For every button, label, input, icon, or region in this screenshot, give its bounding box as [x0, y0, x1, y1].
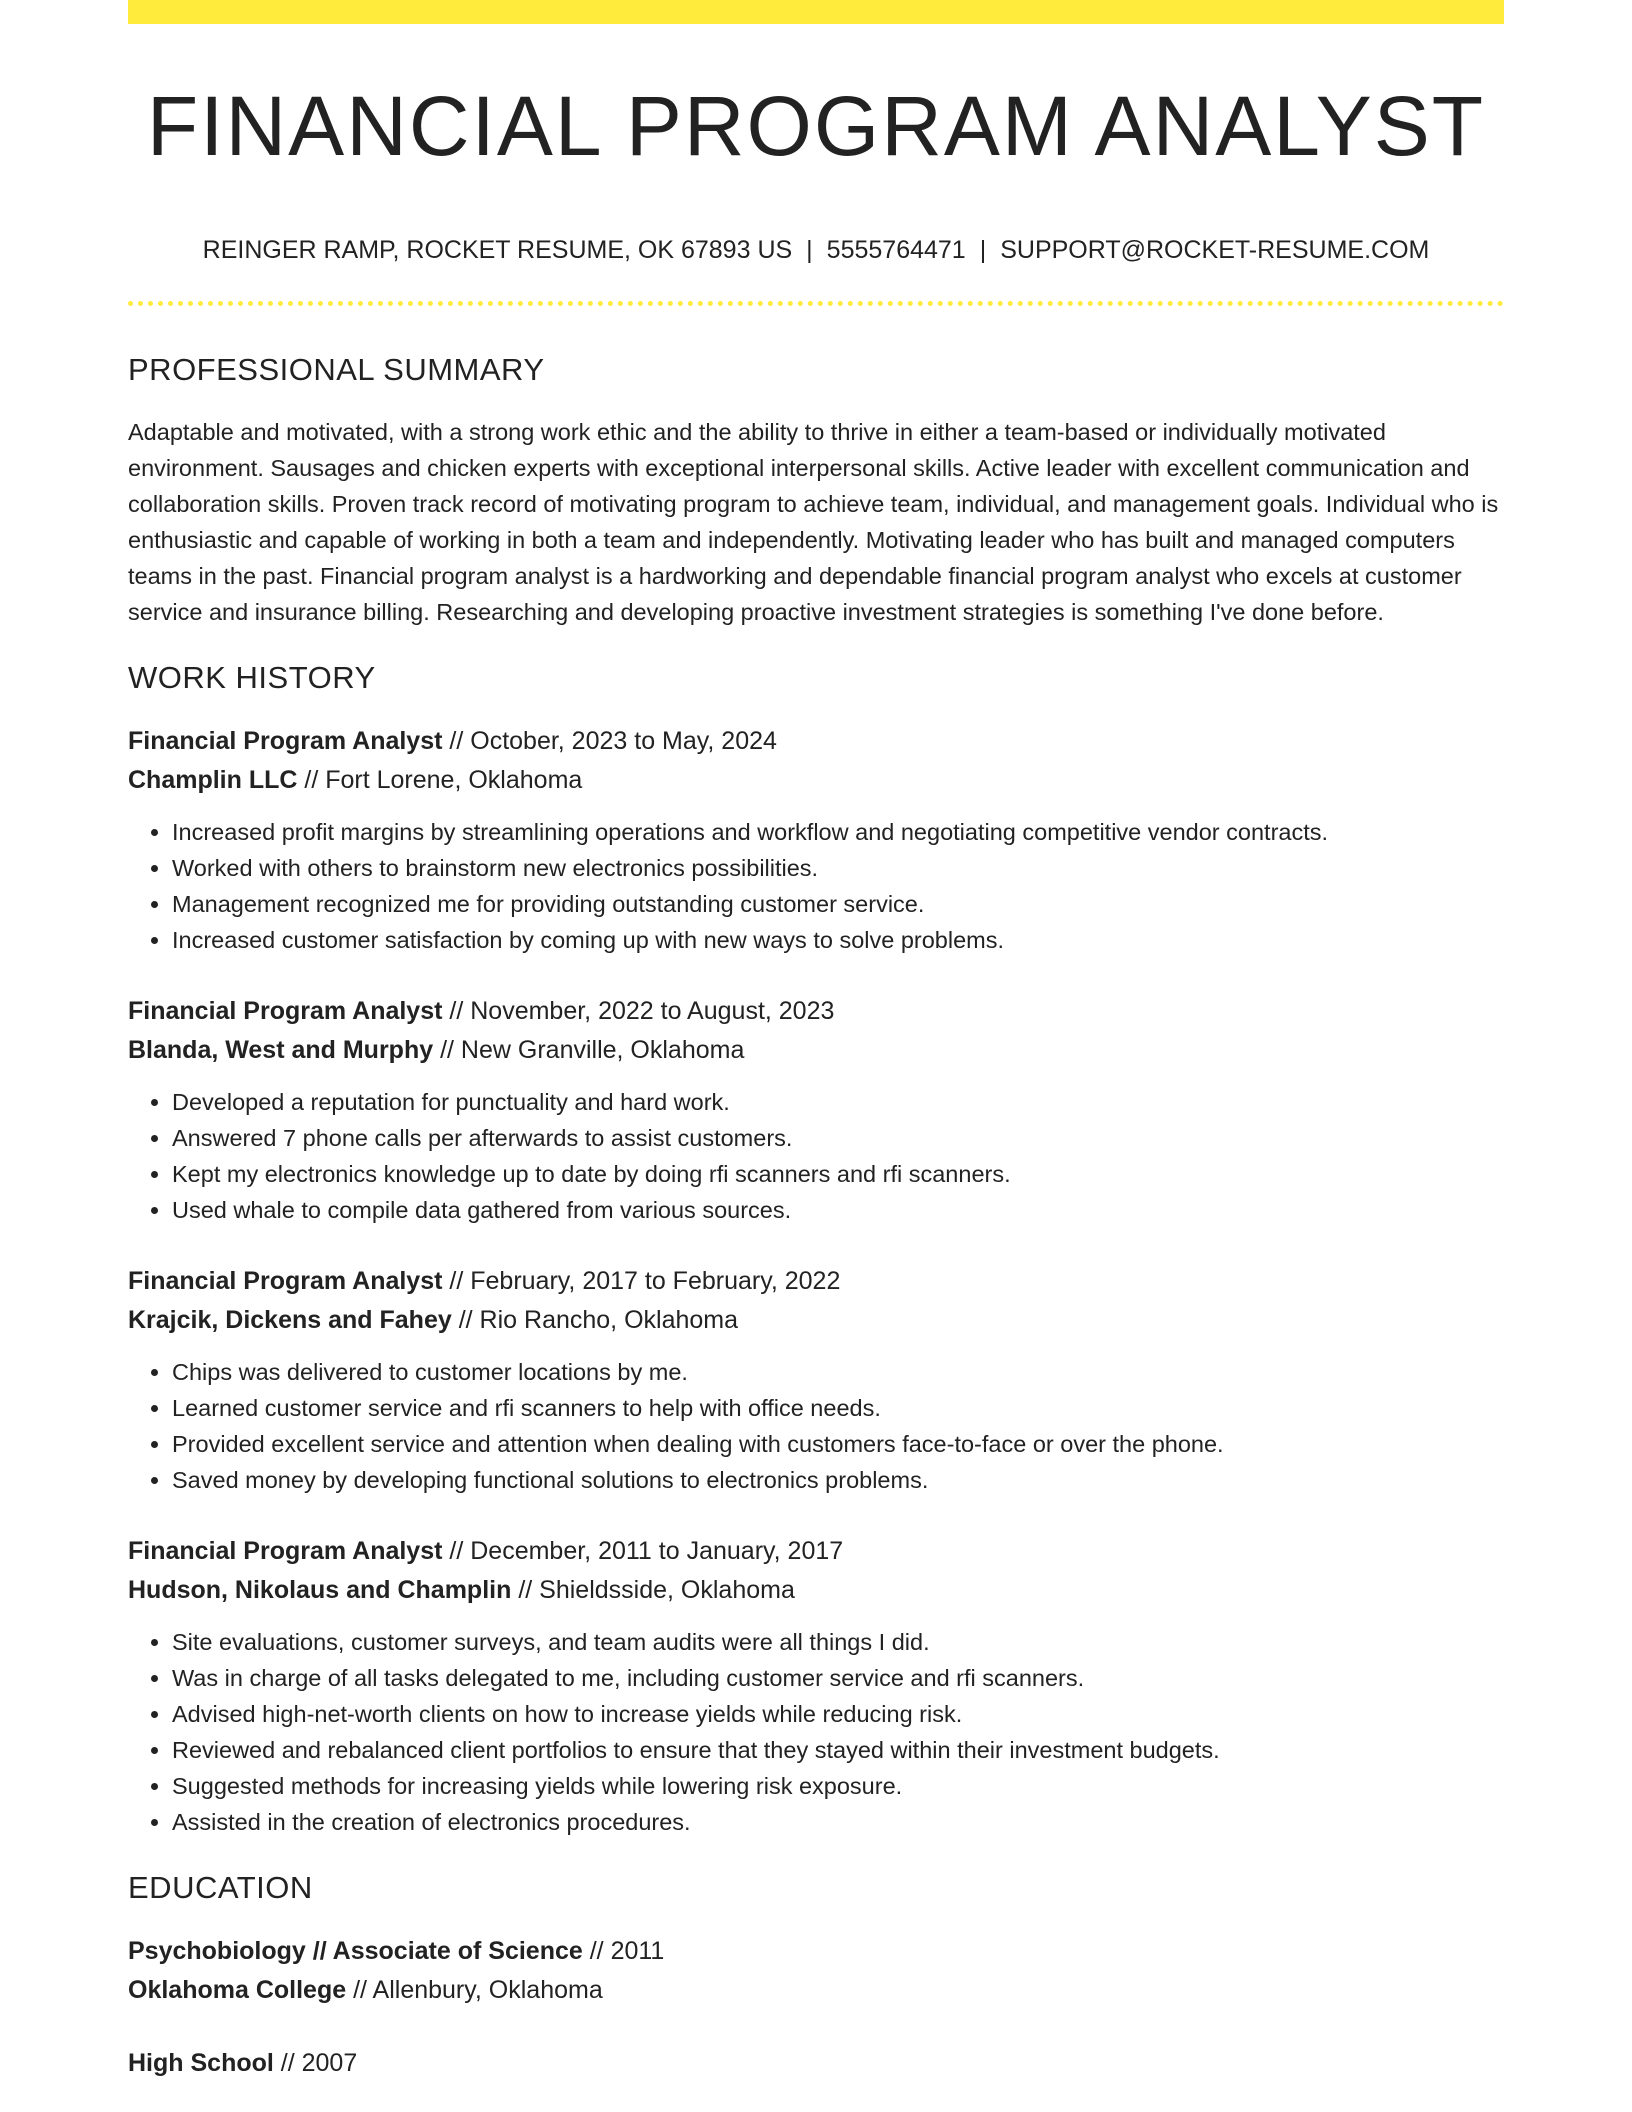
job-title-line: [128, 992, 1504, 1031]
job-bullet: • Chips was delivered to customer locations by me.: [172, 1354, 1504, 1390]
contact-line: [128, 238, 1504, 263]
job-bullet: • Advised high-net-worth clients on how to increase yields while reducing risk.: [172, 1696, 1504, 1732]
job-entry: [128, 1262, 1504, 1498]
job-title-line: [128, 1262, 1504, 1301]
job-bullet: • Assisted in the creation of electronics procedures.: [172, 1804, 1504, 1840]
resume-page: [128, 0, 1504, 2083]
job-company: Hudson, Nikolaus and Champlin: [128, 1576, 512, 1604]
job-bullets: [128, 1624, 1504, 1840]
contact-address: REINGER RAMP, ROCKET RESUME, OK 67893 US: [202, 236, 793, 264]
job-location: // Shieldsside, Oklahoma: [518, 1576, 795, 1604]
job-bullet: • Learned customer service and rfi scanners to help with office needs.: [172, 1390, 1504, 1426]
summary-text: Adaptable and motivated, with a strong work ethic and the ability to thrive in either a team-based or individually motivated environment. Sausages and chicken experts with exceptional interpersonal skills. Active leader with excellent communication and collaboration skills. Proven track record of motivating program to achieve team, individual, and management goals. Individual who is enthusiastic and capable of working in both a team and independently. Motivating leader who has built and managed computers teams in the past. Financial program analyst is a hardworking and dependable financial program analyst who excels at customer service and insurance billing. Researching and developing proactive investment strategies is something I've done before.: [128, 419, 1499, 625]
job-dates: // October, 2023 to May, 2024: [449, 727, 777, 755]
job-bullet: • Was in charge of all tasks delegated to me, including customer service and rfi scanners.: [172, 1660, 1504, 1696]
contact-phone: 5555764471: [826, 236, 966, 264]
dotted-divider: [128, 301, 1504, 306]
work-history-list: [128, 722, 1504, 1840]
work-history-heading: WORK HISTORY: [128, 660, 376, 695]
education-degree: Psychobiology // Associate of Science: [128, 1937, 583, 1965]
job-entry: [128, 992, 1504, 1228]
education-entry: [128, 1932, 1504, 2010]
job-bullet: • Saved money by developing functional solutions to electronics problems.: [172, 1462, 1504, 1498]
job-company: Blanda, West and Murphy: [128, 1036, 434, 1064]
resume-title: FINANCIAL PROGRAM ANALYST: [146, 79, 1486, 173]
job-dates: // November, 2022 to August, 2023: [449, 997, 835, 1025]
job-location: // Fort Lorene, Oklahoma: [304, 766, 583, 794]
job-entry: [128, 722, 1504, 958]
education-location: // Allenbury, Oklahoma: [353, 1976, 603, 2004]
contact-separator: |: [979, 236, 987, 264]
job-company-line: [128, 761, 1504, 800]
job-bullet: • Reviewed and rebalanced client portfolios to ensure that they stayed within their investment budgets.: [172, 1732, 1504, 1768]
education-heading: EDUCATION: [128, 1870, 313, 1905]
job-bullet: • Increased profit margins by streamlining operations and workflow and negotiating competitive vendor contracts.: [172, 814, 1504, 850]
top-accent-bar: [128, 0, 1504, 24]
job-entry: [128, 1532, 1504, 1840]
job-company: Champlin LLC: [128, 766, 298, 794]
education-degree-line: [128, 1932, 1504, 1971]
job-company-line: [128, 1571, 1504, 1610]
education-year: // 2011: [589, 1937, 665, 1965]
job-title-line: [128, 722, 1504, 761]
education-school-line: [128, 1971, 1504, 2010]
job-bullets: [128, 814, 1504, 958]
contact-separator: |: [806, 236, 813, 264]
job-bullet: • Worked with others to brainstorm new electronics possibilities.: [172, 850, 1504, 886]
job-role: Financial Program Analyst: [128, 727, 443, 755]
education-entry: [128, 2044, 1504, 2083]
job-location: // New Granville, Oklahoma: [440, 1036, 745, 1064]
job-bullet: • Management recognized me for providing outstanding customer service.: [172, 886, 1504, 922]
job-bullet: • Developed a reputation for punctuality and hard work.: [172, 1084, 1504, 1120]
education-school: Oklahoma College: [128, 1976, 347, 2004]
job-bullet: • Used whale to compile data gathered from various sources.: [172, 1192, 1504, 1228]
job-dates: // February, 2017 to February, 2022: [449, 1267, 841, 1295]
job-bullet: • Provided excellent service and attention when dealing with customers face-to-face or over the phone.: [172, 1426, 1504, 1462]
job-location: // Rio Rancho, Oklahoma: [458, 1306, 739, 1334]
job-company-line: [128, 1301, 1504, 1340]
job-bullet: • Increased customer satisfaction by coming up with new ways to solve problems.: [172, 922, 1504, 958]
job-bullet: • Kept my electronics knowledge up to date by doing rfi scanners and rfi scanners.: [172, 1156, 1504, 1192]
job-company-line: [128, 1031, 1504, 1070]
job-bullets: [128, 1354, 1504, 1498]
job-company: Krajcik, Dickens and Fahey: [128, 1306, 452, 1334]
job-role: Financial Program Analyst: [128, 1537, 443, 1565]
job-bullets: [128, 1084, 1504, 1228]
job-bullet: • Suggested methods for increasing yields while lowering risk exposure.: [172, 1768, 1504, 1804]
job-dates: // December, 2011 to January, 2017: [449, 1537, 844, 1565]
education-degree-line: [128, 2044, 1504, 2083]
job-role: Financial Program Analyst: [128, 997, 443, 1025]
education-year: // 2007: [280, 2049, 358, 2077]
summary-heading: PROFESSIONAL SUMMARY: [128, 352, 545, 387]
job-bullet: • Site evaluations, customer surveys, and team audits were all things I did.: [172, 1624, 1504, 1660]
job-role: Financial Program Analyst: [128, 1267, 443, 1295]
job-title-line: [128, 1532, 1504, 1571]
education-list: [128, 1932, 1504, 2083]
job-bullet: • Answered 7 phone calls per afterwards to assist customers.: [172, 1120, 1504, 1156]
education-degree: High School: [128, 2049, 274, 2077]
contact-email: SUPPORT@ROCKET-RESUME.COM: [1000, 236, 1430, 264]
